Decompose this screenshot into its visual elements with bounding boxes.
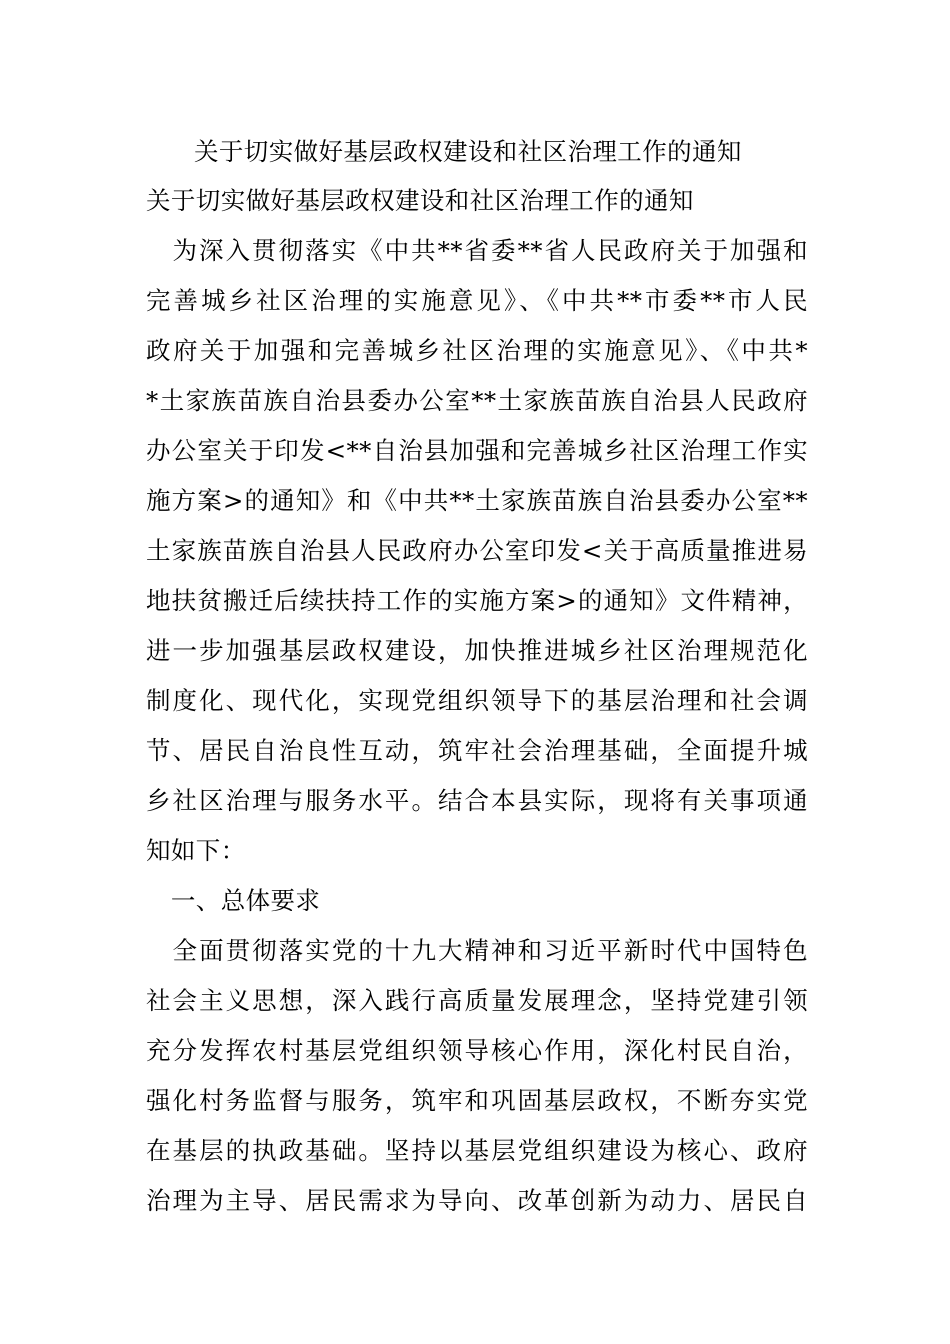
paragraph-line: 政府关于加强和完善城乡社区治理的实施意见》、《中共* <box>146 336 808 365</box>
paragraph-line: 强化村务监督与服务，筑牢和巩固基层政权，不断夯实党 <box>146 1086 808 1115</box>
paragraph-line: 充分发挥农村基层党组织领导核心作用，深化村民自治， <box>146 1036 808 1065</box>
paragraph-line: 知如下： <box>146 836 246 865</box>
paragraph-line: 在基层的执政基础。坚持以基层党组织建设为核心、政府 <box>146 1136 808 1165</box>
paragraph-line: 土家族苗族自治县人民政府办公室印发<关于高质量推进易 <box>146 536 808 565</box>
paragraph-line: 办公室关于印发<**自治县加强和完善城乡社区治理工作实 <box>146 436 808 465</box>
paragraph-line: 为深入贯彻落实《中共**省委**省人民政府关于加强和 <box>146 236 808 265</box>
paragraph-line: 地扶贫搬迁后续扶持工作的实施方案>的通知》文件精神， <box>146 586 808 615</box>
document-title: 关于切实做好基层政权建设和社区治理工作的通知 <box>194 137 742 166</box>
section-heading: 一、总体要求 <box>146 886 321 915</box>
paragraph-line: 社会主义思想，深入践行高质量发展理念，坚持党建引领 <box>146 986 808 1015</box>
paragraph-line: 完善城乡社区治理的实施意见》、《中共**市委**市人民 <box>146 286 808 315</box>
paragraph-line: 进一步加强基层政权建设，加快推进城乡社区治理规范化 <box>146 636 808 665</box>
paragraph-line: *土家族苗族自治县委办公室**土家族苗族自治县人民政府 <box>146 386 808 415</box>
paragraph-line: 制度化、现代化，实现党组织领导下的基层治理和社会调 <box>146 686 808 715</box>
paragraph-line: 节、居民自治良性互动，筑牢社会治理基础，全面提升城 <box>146 736 808 765</box>
document-subtitle: 关于切实做好基层政权建设和社区治理工作的通知 <box>146 186 694 215</box>
paragraph-line: 施方案>的通知》和《中共**土家族苗族自治县委办公室** <box>146 486 808 515</box>
paragraph-line: 乡社区治理与服务水平。结合本县实际，现将有关事项通 <box>146 786 808 815</box>
paragraph-line: 治理为主导、居民需求为导向、改革创新为动力、居民自 <box>146 1186 808 1215</box>
paragraph-line: 全面贯彻落实党的十九大精神和习近平新时代中国特色 <box>146 936 808 965</box>
